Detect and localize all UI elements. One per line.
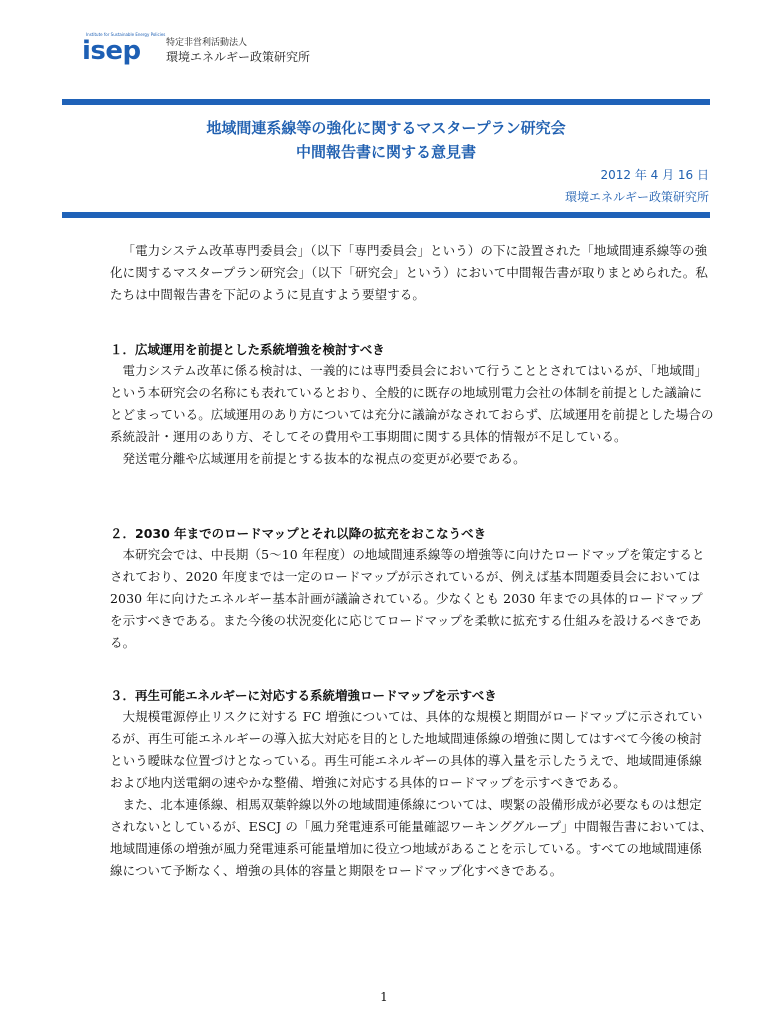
section-2-paragraph-1: 本研究会では、中長期（5～10 年程度）の地域間連系線等の増強等に向けたロードマップを策定するとされており、2020 年度までは一定のロードマップが示されているが、例えば基本問題委員会においては 2030 年に向けたエネルギー基本計画が議論されている。少なくとも 2030 年までの具体的ロードマップを示すべきである。また今後の状況変化に応じてロードマップを柔軟に拡充する仕組みを設けるべきである。 [110,547,705,650]
logo [82,28,342,68]
logo-tagline: Institute for Sustainable Energy Policies [86,32,166,37]
top-rule [62,99,710,105]
section-3-body [110,706,714,882]
section-2-body [110,544,714,654]
section-3-paragraph-1: 大規模電源停止リスクに対する FC 増強については、具体的な規模と期間がロードマップに示されているが、再生可能エネルギーの導入拡大対応を目的とした地域間連係線の増強に関してはすべて今後の検討という曖昧な位置づけとなっている。再生可能エネルギーの具体的導入量を示したうえで、地域間連係線および地内送電網の速やかな整備、増強に対応する具体的ロードマップを示すべきである。 [110,709,703,790]
intro-text: 「電力システム改革専門委員会」（以下「専門委員会」という）の下に設置された「地域間連系線等の強化に関するマスタープラン研究会」（以下「研究会」という）において中間報告書が取りまとめられた。私たちは中間報告書を下記のように見直すよう要望する。 [110,243,708,302]
section-1-paragraph-2: 発送電分離や広域運用を前提とする抜本的な視点の変更が必要である。 [122,451,526,466]
section-1-paragraph-1: 電力システム改革に係る検討は、一義的には専門委員会において行うこととされてはいるが、「地域間」という本研究会の名称にも表れているとおり、全般的に既存の地域別電力会社の体制を前提とした議論にとどまっている。広域運用のあり方については充分に議論がなされておらず、広域運用を前提とした場合の系統設計・運用のあり方、そしてその費用や工事期間に関する具体的情報が不足している。 [110,363,714,444]
page-number: 1 [380,990,388,1004]
section-3-paragraph-2: また、北本連係線、相馬双葉幹線以外の地域間連係線については、喫緊の設備形成が必要なものは想定されないとしているが、ESCJ の「風力発電連系可能量確認ワーキンググループ」中間報告書においては、地域間連係の増強が風力発電連系可能量増加に役立つ地域があることを示している。すべての地域間連係線について予断なく、増強の具体的容量と期限をロードマップ化すべきである。 [110,797,713,878]
bottom-rule [62,212,710,218]
document-author: 環境エネルギー政策研究所 [564,190,709,204]
section-3-heading: ３．再生可能エネルギーに対応する系統増強ロードマップを示すべき [110,688,497,703]
section-1-heading: １．広域運用を前提とした系統増強を検討すべき [110,342,385,357]
logo-org-name: 環境エネルギー政策研究所 [166,50,311,64]
section-2-heading: ２．2030 年までのロードマップとそれ以降の拡充をおこなうべき [110,526,487,541]
document-date: 2012 年 4 月 16 日 [600,168,709,182]
document-subtitle: 中間報告書に関する意見書 [295,143,476,161]
logo-mark: isep [82,36,141,66]
intro-paragraph [110,240,714,306]
document-title: 地域間連系線等の強化に関するマスタープラン研究会 [206,119,566,137]
section-1-body [110,360,714,470]
logo-org-type: 特定非営利活動法人 [166,38,248,48]
